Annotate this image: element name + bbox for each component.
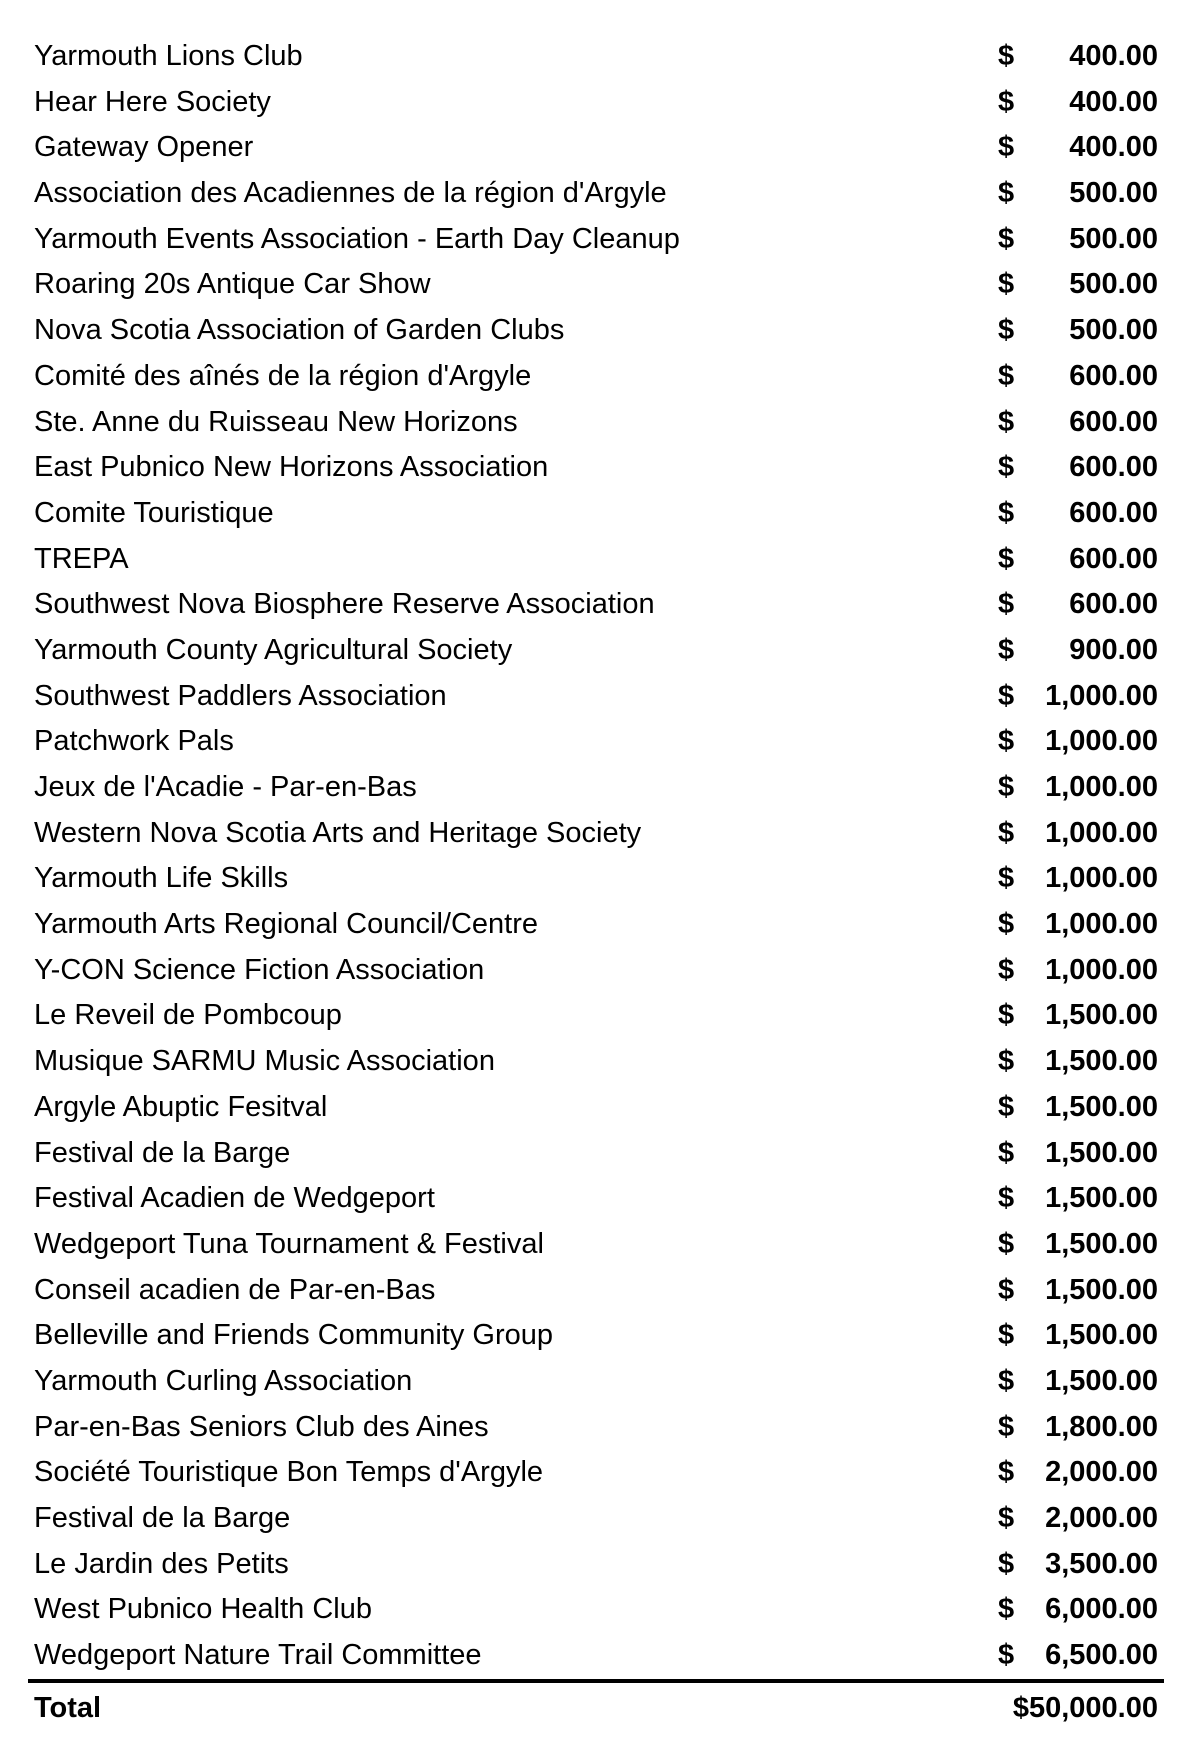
- table-row: [28, 308, 1164, 354]
- currency-symbol: $: [998, 908, 1015, 941]
- grant-amount: 900.00: [1069, 633, 1158, 666]
- organization-name: Yarmouth Arts Regional Council/Centre: [34, 908, 538, 941]
- total-label: Total: [34, 1691, 102, 1724]
- grant-amount: 400.00: [1069, 40, 1158, 72]
- currency-symbol: $: [998, 588, 1015, 621]
- organization-name: Ste. Anne du Ruisseau New Horizons: [34, 405, 518, 438]
- organization-name: West Pubnico Health Club: [34, 1593, 372, 1626]
- currency-symbol: $: [998, 633, 1015, 666]
- organization-name: Le Jardin des Petits: [34, 1547, 289, 1580]
- currency-symbol: $: [998, 725, 1015, 758]
- grant-amount: 400.00: [1069, 131, 1158, 164]
- table-row: [28, 1496, 1164, 1542]
- currency-symbol: $: [998, 1547, 1015, 1580]
- grant-amount: 1,000.00: [1045, 679, 1158, 712]
- grant-amount: 1,000.00: [1045, 725, 1158, 758]
- currency-symbol: $: [998, 1456, 1015, 1489]
- table-row: [28, 902, 1164, 948]
- table-row: [28, 719, 1164, 765]
- grant-amount: 600.00: [1069, 588, 1158, 621]
- currency-symbol: $: [998, 1227, 1015, 1260]
- currency-symbol: $: [998, 1410, 1015, 1443]
- table-row: [28, 34, 1164, 80]
- table-row: [28, 1313, 1164, 1359]
- currency-symbol: $: [998, 1319, 1015, 1352]
- total-row: [28, 1683, 1164, 1733]
- grant-amount: 1,000.00: [1045, 908, 1158, 941]
- currency-symbol: $: [998, 679, 1015, 712]
- currency-symbol: $: [998, 40, 1015, 72]
- currency-symbol: $: [998, 771, 1015, 803]
- currency-symbol: $: [998, 359, 1015, 392]
- organization-name: Argyle Abuptic Fesitval: [34, 1090, 328, 1123]
- grant-amount: 2,000.00: [1045, 1502, 1158, 1534]
- currency-symbol: $: [998, 1273, 1015, 1306]
- grants-rows: [28, 34, 1164, 1679]
- table-row: [28, 80, 1164, 126]
- grant-amount: 6,000.00: [1045, 1593, 1158, 1626]
- grant-amount: 600.00: [1069, 542, 1158, 575]
- table-row: [28, 1405, 1164, 1451]
- total-amount: $50,000.00: [1012, 1691, 1158, 1724]
- currency-symbol: $: [998, 131, 1015, 164]
- organization-name: Le Reveil de Pombcoup: [34, 999, 342, 1032]
- table-row: [28, 400, 1164, 446]
- currency-symbol: $: [998, 1045, 1015, 1078]
- organization-name: Nova Scotia Association of Garden Clubs: [34, 314, 565, 347]
- organization-name: East Pubnico New Horizons Association: [34, 451, 549, 484]
- grants-table: [28, 34, 1164, 1733]
- currency-symbol: $: [998, 1593, 1015, 1626]
- table-row: [28, 674, 1164, 720]
- organization-name: Western Nova Scotia Arts and Heritage Society: [34, 816, 642, 849]
- table-row: [28, 993, 1164, 1039]
- table-row: [28, 217, 1164, 263]
- grant-amount: 1,500.00: [1045, 1182, 1158, 1215]
- organization-name: Festival Acadien de Wedgeport: [34, 1182, 435, 1215]
- currency-symbol: $: [998, 1136, 1015, 1169]
- grant-amount: 500.00: [1069, 222, 1158, 255]
- currency-symbol: $: [998, 1182, 1015, 1215]
- currency-symbol: $: [998, 1639, 1015, 1672]
- grant-amount: 600.00: [1069, 359, 1158, 392]
- grant-amount: 1,500.00: [1045, 1319, 1158, 1352]
- organization-name: Gateway Opener: [34, 131, 254, 164]
- organization-name: Festival de la Barge: [34, 1136, 291, 1169]
- table-row: [28, 1542, 1164, 1588]
- grant-amount: 1,500.00: [1045, 999, 1158, 1032]
- table-row: [28, 354, 1164, 400]
- grant-amount: 1,500.00: [1045, 1045, 1158, 1078]
- currency-symbol: $: [998, 496, 1015, 529]
- organization-name: Jeux de l'Acadie - Par-en-Bas: [34, 771, 417, 803]
- table-row: [28, 1039, 1164, 1085]
- currency-symbol: $: [998, 85, 1015, 118]
- organization-name: Y-CON Science Fiction Association: [34, 953, 485, 986]
- table-row: [28, 1176, 1164, 1222]
- organization-name: Musique SARMU Music Association: [34, 1045, 495, 1078]
- currency-symbol: $: [998, 953, 1015, 986]
- organization-name: Festival de la Barge: [34, 1502, 291, 1534]
- organization-name: Par-en-Bas Seniors Club des Aines: [34, 1410, 489, 1443]
- table-row: [28, 628, 1164, 674]
- grant-amount: 500.00: [1069, 177, 1158, 210]
- table-row: [28, 491, 1164, 537]
- table-row: [28, 1222, 1164, 1268]
- currency-symbol: $: [998, 862, 1015, 895]
- table-row: [28, 765, 1164, 811]
- organization-name: TREPA: [34, 542, 129, 575]
- currency-symbol: $: [998, 1364, 1015, 1397]
- organization-name: Hear Here Society: [34, 85, 271, 118]
- organization-name: Société Touristique Bon Temps d'Argyle: [34, 1456, 544, 1489]
- grant-amount: 1,500.00: [1045, 1364, 1158, 1397]
- organization-name: Wedgeport Nature Trail Committee: [34, 1639, 482, 1672]
- table-row: [28, 537, 1164, 583]
- table-row: [28, 445, 1164, 491]
- table-row: [28, 811, 1164, 857]
- grant-amount: 1,000.00: [1045, 953, 1158, 986]
- table-row: [28, 948, 1164, 994]
- organization-name: Southwest Nova Biosphere Reserve Association: [34, 588, 655, 621]
- currency-symbol: $: [998, 1090, 1015, 1123]
- currency-symbol: $: [998, 999, 1015, 1032]
- table-row: [28, 171, 1164, 217]
- grant-amount: 2,000.00: [1045, 1456, 1158, 1489]
- table-row: [28, 262, 1164, 308]
- grant-amount: 1,000.00: [1045, 816, 1158, 849]
- table-row: [28, 1359, 1164, 1405]
- grant-amount: 1,800.00: [1045, 1410, 1158, 1443]
- table-row: [28, 1085, 1164, 1131]
- organization-name: Yarmouth Curling Association: [34, 1364, 413, 1397]
- organization-name: Yarmouth County Agricultural Society: [34, 633, 513, 666]
- organization-name: Yarmouth Events Association - Earth Day Cleanup: [34, 222, 680, 255]
- table-row: [28, 1633, 1164, 1679]
- currency-symbol: $: [998, 816, 1015, 849]
- organization-name: Patchwork Pals: [34, 725, 234, 758]
- table-row: [28, 1587, 1164, 1633]
- organization-name: Comite Touristique: [34, 496, 274, 529]
- grant-amount: 1,000.00: [1045, 862, 1158, 895]
- table-row: [28, 1450, 1164, 1496]
- organization-name: Wedgeport Tuna Tournament & Festival: [34, 1227, 544, 1260]
- grant-amount: 1,500.00: [1045, 1273, 1158, 1306]
- table-row: [28, 1131, 1164, 1177]
- currency-symbol: $: [998, 405, 1015, 438]
- organization-name: Association des Acadiennes de la région d'Argyle: [34, 177, 667, 210]
- organization-name: Yarmouth Life Skills: [34, 862, 289, 895]
- currency-symbol: $: [998, 177, 1015, 210]
- currency-symbol: $: [998, 314, 1015, 347]
- grant-amount: 1,500.00: [1045, 1090, 1158, 1123]
- grant-amount: 600.00: [1069, 451, 1158, 484]
- grant-amount: 1,000.00: [1045, 771, 1158, 803]
- organization-name: Southwest Paddlers Association: [34, 679, 447, 712]
- grant-amount: 400.00: [1069, 85, 1158, 118]
- grant-amount: 1,500.00: [1045, 1136, 1158, 1169]
- currency-symbol: $: [998, 542, 1015, 575]
- currency-symbol: $: [998, 451, 1015, 484]
- grant-amount: 1,500.00: [1045, 1227, 1158, 1260]
- grant-amount: 600.00: [1069, 496, 1158, 529]
- grant-amount: 500.00: [1069, 314, 1158, 347]
- organization-name: Belleville and Friends Community Group: [34, 1319, 553, 1352]
- currency-symbol: $: [998, 1502, 1015, 1534]
- table-row: [28, 856, 1164, 902]
- organization-name: Comité des aînés de la région d'Argyle: [34, 359, 532, 392]
- currency-symbol: $: [998, 268, 1015, 301]
- grant-amount: 6,500.00: [1045, 1639, 1158, 1672]
- grant-amount: 500.00: [1069, 268, 1158, 301]
- organization-name: Yarmouth Lions Club: [34, 40, 303, 72]
- organization-name: Conseil acadien de Par-en-Bas: [34, 1273, 436, 1306]
- organization-name: Roaring 20s Antique Car Show: [34, 268, 431, 301]
- grant-amount: 600.00: [1069, 405, 1158, 438]
- currency-symbol: $: [998, 222, 1015, 255]
- table-row: [28, 582, 1164, 628]
- grant-amount: 3,500.00: [1045, 1547, 1158, 1580]
- table-row: [28, 1268, 1164, 1314]
- table-row: [28, 125, 1164, 171]
